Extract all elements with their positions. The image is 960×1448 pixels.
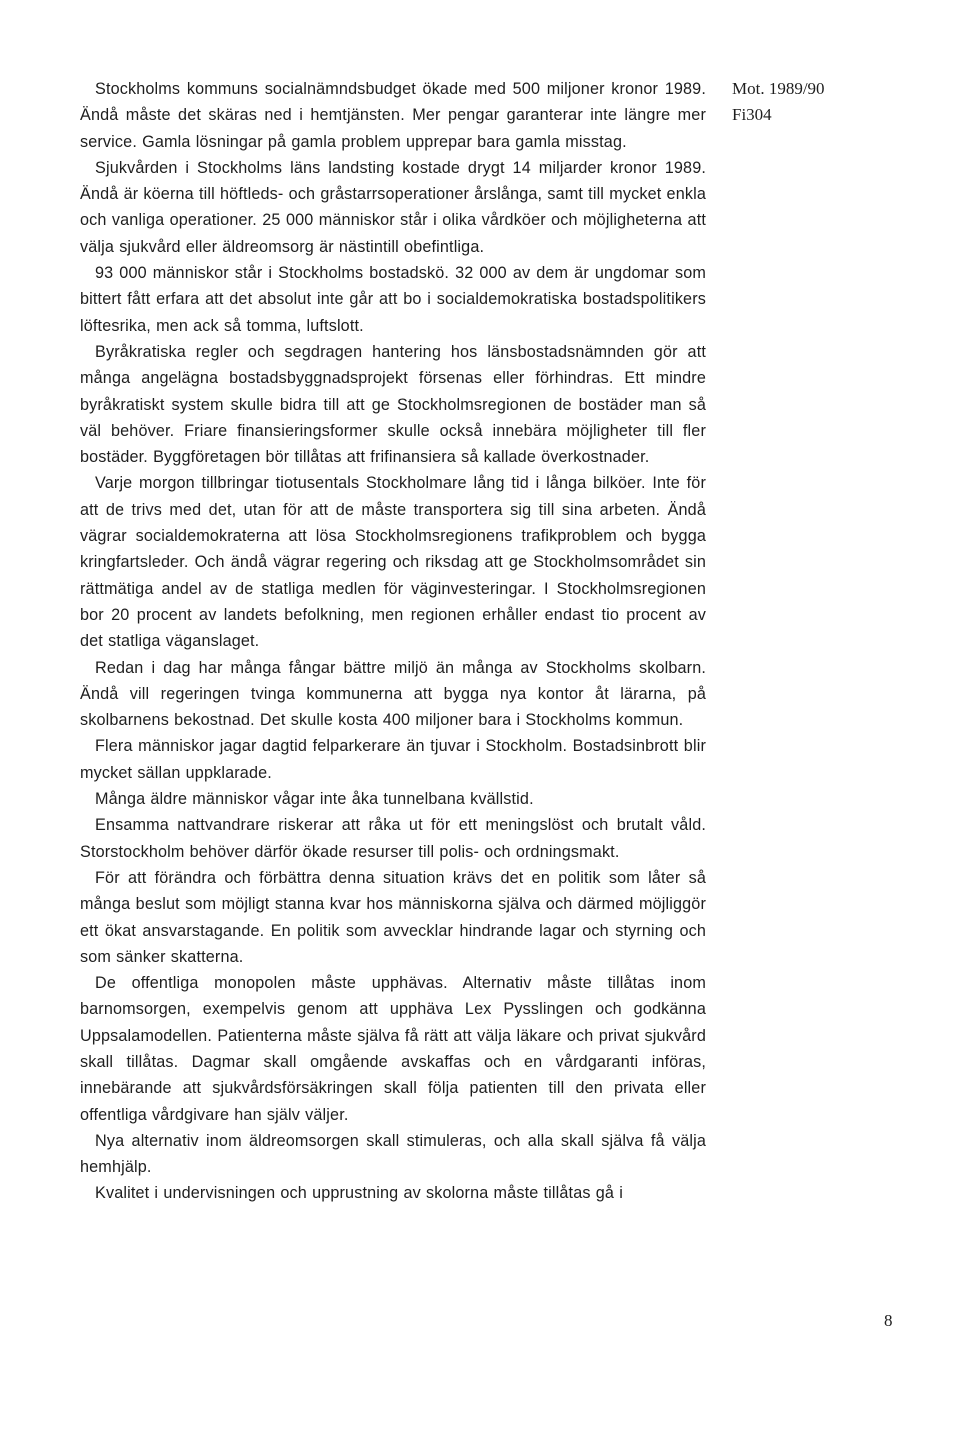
paragraph-sjukvard: Sjukvården i Stockholms läns landsting kostade drygt 14 miljarder kronor 1989. Ändå är köerna till höftleds- och gråstarrsoperationer årslånga, samt till mycket enkla och vanliga operationer. 25 000 människor står i olika vårdköer och möjligheterna att välja sjukvård eller äldreomsorg är nästintill obefintliga.	[80, 158, 706, 256]
paragraph-felparkerare: Flera människor jagar dagtid felparkerare än tjuvar i Stockholm. Bostadsinbrott blir mycket sällan uppklarade.	[80, 737, 706, 782]
margin-reference	[732, 76, 825, 128]
paragraph-aldre-tunnelbana: Många äldre människor vågar inte åka tunnelbana kvällstid.	[95, 790, 534, 809]
paragraph-monopolen: De offentliga monopolen måste upphävas. Alternativ måste tillåtas inom barnomsorgen, exempelvis genom att upphäva Lex Pysslingen och godkänna Uppsalamodellen. Patienterna måste själva få rätt att välja läkare och privat sjukvård skall tillåtas. Dagmar skall omgående avskaffas och en vårdgaranti införas, innebärande att sjukvårdsförsäkringen skall följa patienten till den privata eller offentliga vårdgivare han själv väljer.	[80, 974, 706, 1124]
paragraph-nattvandrare: Ensamma nattvandrare riskerar att råka ut för ett meningslöst och brutalt våld. Storstockholm behöver därför ökade resurser till polis- och ordningsmakt.	[80, 816, 706, 861]
body-text	[80, 76, 706, 1207]
motion-code: Fi304	[732, 105, 772, 124]
paragraph-byrakratiska-regler: Byråkratiska regler och segdragen hantering hos länsbostadsnämnden gör att många angelägna bostadsbyggnadsprojekt försenas eller förhindras. Ett mindre byråkratiskt system skulle bidra till att ge Stockholmsregionen de bostäder man så väl behöver. Friare finansieringsformer skulle också innebära möjligheter till fler bostäder. Byggföretagen bör tillåtas att frifinansiera så kallade överkostnader.	[80, 342, 706, 467]
paragraph-bostadsko: 93 000 människor står i Stockholms bostadskö. 32 000 av dem är ungdomar som bittert fått erfara att det absolut inte går att bo i socialdemokratiska bostadspolitikers löftesrika, men ack så tomma, luftslott.	[80, 264, 706, 335]
motion-reference: Mot. 1989/90	[732, 79, 825, 98]
paragraph-skolbarn: Redan i dag har många fångar bättre miljö än många av Stockholms skolbarn. Ändå vill regeringen tvinga kommunerna att bygga nya kontor åt lärarna, på skolbarnens bekostnad. Det skulle kosta 400 miljoner bara i Stockholms kommun.	[80, 658, 706, 730]
paragraph-socialnamnd-budget: Stockholms kommuns socialnämndsbudget ökade med 500 miljoner kronor 1989. Ändå måste det skäras ned i hemtjänsten. Mer pengar garanterar inte längre mer service. Gamla lösningar på gamla problem upprepar bara gamla misstag.	[80, 80, 706, 151]
paragraph-aldreomsorgen: Nya alternativ inom äldreomsorgen skall stimuleras, och alla skall själva få välja hemhjälp.	[80, 1131, 706, 1177]
page-number: 8	[884, 1311, 893, 1330]
paragraph-bilkoer: Varje morgon tillbringar tiotusentals Stockholmare lång tid i långa bilköer. Inte för att de trivs med det, utan för att de måste transportera sig till sina arbeten. Ändå vägrar socialdemokraterna att lösa Stockholmsregionens trafikproblem och bygga kringfartsleder. Och ändå vägrar regering och riksdag att ge Stockholmsområdet sin rättmätiga andel av de statliga medlen för väginvesteringar. I Stockholmsregionen bor 20 procent av landets befolkning, men regionen erhåller endast tio procent av det statliga väganslaget.	[80, 474, 706, 651]
paragraph-kvalitet: Kvalitet i undervisningen och upprustning av skolorna måste tillåtas gå i	[95, 1184, 623, 1203]
paragraph-politik: För att förändra och förbättra denna situation krävs det en politik som låter så många beslut som möjligt stanna kvar hos människorna själva och därmed möjliggör ett ökat ansvarstagande. En politik som avvecklar hindrande lagar och styrning och som sänker skatterna.	[80, 868, 706, 966]
